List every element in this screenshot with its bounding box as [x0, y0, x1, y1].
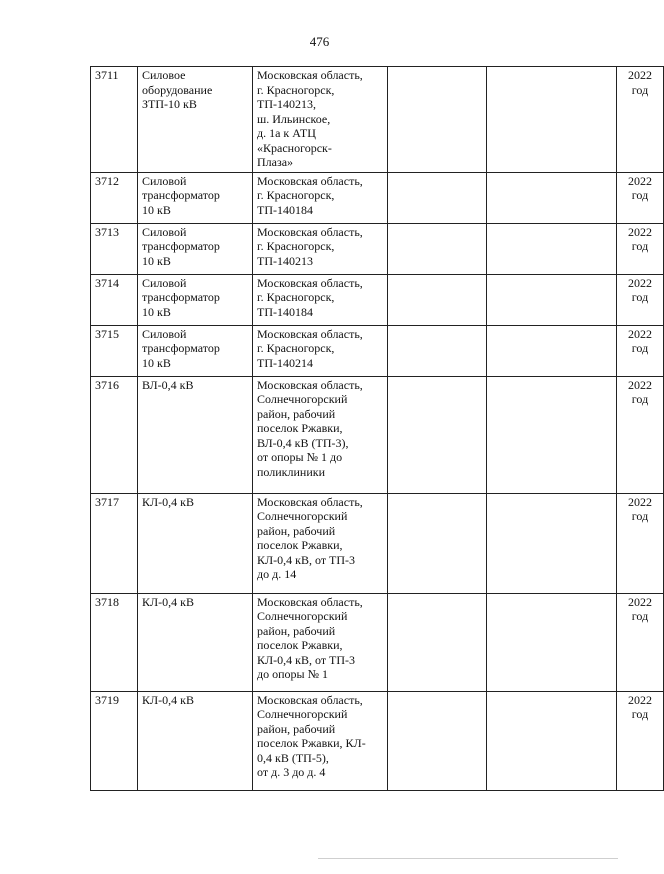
page-number: 476 — [309, 34, 330, 49]
row-number-cell: 3713 — [91, 223, 138, 274]
address-cell: Московская область, Солнечногорский район, рабочий поселок Ржавки, КЛ-0,4 кВ, от ТП-3 до опоры № 1 — [253, 593, 388, 691]
object-name-cell: Силовой трансформатор 10 кВ — [138, 172, 253, 223]
address-cell: Московская область, Солнечногорский район, рабочий поселок Ржавки, КЛ- 0,4 кВ (ТП-5), от д. 3 до д. 4 — [253, 691, 388, 790]
empty-cell — [487, 172, 617, 223]
empty-cell — [388, 172, 487, 223]
object-name-cell: КЛ-0,4 кВ — [138, 691, 253, 790]
address-cell: Московская область, Солнечногорский район, рабочий поселок Ржавки, КЛ-0,4 кВ, от ТП-3 до д. 14 — [253, 493, 388, 593]
table-row — [91, 172, 664, 223]
table-row — [91, 691, 664, 790]
row-number-cell: 3716 — [91, 376, 138, 493]
address-cell: Московская область, Солнечногорский район, рабочий поселок Ржавки, ВЛ-0,4 кВ (ТП-3), от опоры № 1 до поликлиники — [253, 376, 388, 493]
row-number-cell: 3718 — [91, 593, 138, 691]
address-cell: Московская область, г. Красногорск, ТП-140184 — [253, 172, 388, 223]
empty-cell — [487, 493, 617, 593]
address-cell: Московская область, г. Красногорск, ТП-140214 — [253, 325, 388, 376]
year-cell: 2022 год — [617, 593, 664, 691]
empty-cell — [388, 274, 487, 325]
object-name-cell: Силовой трансформатор 10 кВ — [138, 223, 253, 274]
year-cell: 2022 год — [617, 325, 664, 376]
table-row — [91, 376, 664, 493]
object-name-cell: Силовой трансформатор 10 кВ — [138, 274, 253, 325]
table-row — [91, 67, 664, 173]
year-cell: 2022 год — [617, 172, 664, 223]
address-cell: Московская область, г. Красногорск, ТП-140213, ш. Ильинское, д. 1а к АТЦ «Красногорск- Плаза» — [253, 67, 388, 173]
row-number-cell: 3715 — [91, 325, 138, 376]
empty-cell — [388, 67, 487, 173]
row-number-cell: 3714 — [91, 274, 138, 325]
empty-cell — [487, 691, 617, 790]
empty-cell — [487, 325, 617, 376]
empty-cell — [487, 223, 617, 274]
empty-cell — [388, 376, 487, 493]
empty-cell — [388, 593, 487, 691]
object-name-cell: Силовой трансформатор 10 кВ — [138, 325, 253, 376]
row-number-cell: 3712 — [91, 172, 138, 223]
table-row — [91, 493, 664, 593]
address-cell: Московская область, г. Красногорск, ТП-140213 — [253, 223, 388, 274]
object-name-cell: КЛ-0,4 кВ — [138, 593, 253, 691]
empty-cell — [388, 223, 487, 274]
row-number-cell: 3711 — [91, 67, 138, 173]
year-cell: 2022 год — [617, 274, 664, 325]
row-number-cell: 3717 — [91, 493, 138, 593]
empty-cell — [388, 493, 487, 593]
year-cell: 2022 год — [617, 493, 664, 593]
row-number-cell: 3719 — [91, 691, 138, 790]
object-name-cell: КЛ-0,4 кВ — [138, 493, 253, 593]
registry-table — [90, 66, 664, 791]
table-row — [91, 593, 664, 691]
year-cell: 2022 год — [617, 691, 664, 790]
object-name-cell: Силовое оборудование ЗТП-10 кВ — [138, 67, 253, 173]
year-cell: 2022 год — [617, 376, 664, 493]
divider — [318, 858, 618, 859]
year-cell: 2022 год — [617, 67, 664, 173]
empty-cell — [388, 325, 487, 376]
table-row — [91, 274, 664, 325]
empty-cell — [487, 274, 617, 325]
empty-cell — [487, 67, 617, 173]
year-cell: 2022 год — [617, 223, 664, 274]
empty-cell — [487, 593, 617, 691]
address-cell: Московская область, г. Красногорск, ТП-140184 — [253, 274, 388, 325]
empty-cell — [487, 376, 617, 493]
table-row — [91, 325, 664, 376]
table-row — [91, 223, 664, 274]
object-name-cell: ВЛ-0,4 кВ — [138, 376, 253, 493]
empty-cell — [388, 691, 487, 790]
